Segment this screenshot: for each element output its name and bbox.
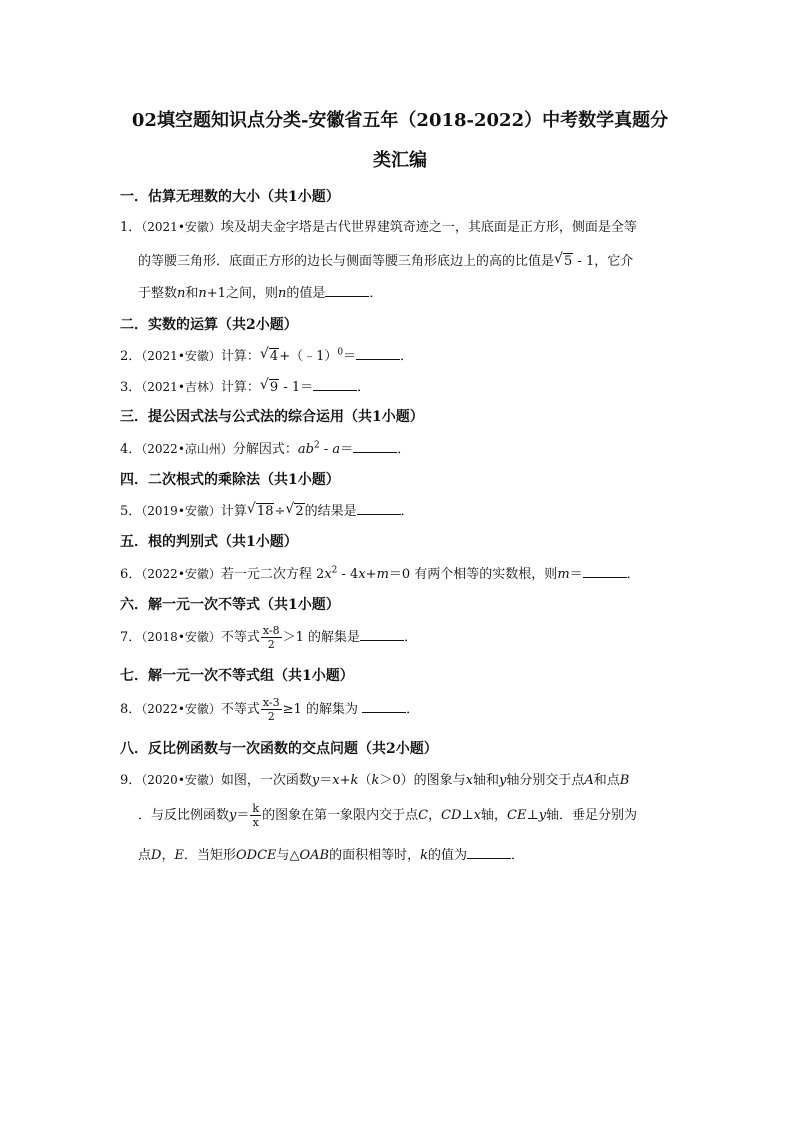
variable: x bbox=[332, 773, 340, 788]
answer-blank[interactable] bbox=[583, 567, 627, 578]
question-text: 的结果是 bbox=[304, 504, 357, 519]
sqrt-expression: √ 18 bbox=[246, 501, 274, 519]
punctuation: ． bbox=[406, 702, 420, 717]
question-text: ．与反比例函数 bbox=[138, 808, 230, 823]
question-text: 的值是 bbox=[286, 286, 326, 301]
question-text: + bbox=[339, 773, 351, 788]
question-1-line-2 bbox=[138, 250, 633, 269]
question-text: ＞1 的解集是 bbox=[282, 630, 361, 645]
question-text: 点 bbox=[138, 848, 152, 863]
variable: y bbox=[311, 773, 320, 788]
section-heading-6: 六．解一元一次不等式（共1小题） bbox=[120, 597, 340, 613]
answer-blank[interactable] bbox=[467, 848, 511, 859]
punctuation: ． bbox=[511, 848, 525, 863]
answer-blank[interactable] bbox=[357, 504, 401, 515]
question-number: 9． bbox=[120, 773, 142, 788]
fraction bbox=[261, 696, 282, 723]
question-text: 和 bbox=[185, 286, 199, 301]
question-text: +1之间，则 bbox=[206, 286, 278, 301]
question-source: （2021•安徽） bbox=[141, 349, 221, 363]
question-text: +（﹣1） bbox=[279, 349, 338, 364]
sqrt-expression: √ 2 bbox=[285, 501, 304, 519]
question-text: ， bbox=[161, 848, 175, 863]
question-text: 与△ bbox=[276, 848, 300, 863]
question-text: ＝ bbox=[236, 808, 250, 823]
page-title-continued: 类汇编 bbox=[373, 150, 427, 171]
punctuation: ． bbox=[404, 630, 418, 645]
point-label: E bbox=[174, 848, 184, 863]
fraction-numerator: x-8 bbox=[262, 624, 280, 637]
punctuation: ． bbox=[400, 349, 414, 364]
question-text: ．当矩形 bbox=[183, 848, 236, 863]
question-text: 轴和 bbox=[472, 773, 499, 788]
fraction bbox=[250, 802, 261, 829]
variable: n bbox=[177, 286, 186, 301]
answer-blank[interactable] bbox=[362, 702, 406, 713]
punctuation: ． bbox=[397, 442, 411, 457]
question-text: 的等腰三角形．底面正方形的边长与侧面等腰三角形底边上的高的比值是 bbox=[138, 254, 555, 269]
question-number: 7． bbox=[120, 630, 142, 645]
question-5 bbox=[120, 500, 414, 519]
question-text: 不等式 bbox=[220, 630, 260, 645]
question-3 bbox=[120, 376, 370, 395]
sqrt-expression: √ 9 bbox=[259, 377, 279, 395]
punctuation: ． bbox=[369, 286, 383, 301]
question-text: 的值为 bbox=[428, 848, 468, 863]
point-label: B bbox=[619, 773, 630, 788]
fraction-numerator: k bbox=[252, 802, 260, 815]
variable: k bbox=[350, 773, 359, 788]
variable: n bbox=[277, 286, 287, 301]
section-heading-7: 七．解一元一次不等式组（共1小题） bbox=[120, 668, 354, 684]
answer-blank[interactable] bbox=[313, 380, 357, 391]
question-4 bbox=[120, 438, 410, 457]
question-text: 的面积相等时， bbox=[329, 848, 421, 863]
question-8 bbox=[120, 696, 419, 723]
question-text: - 1，它介 bbox=[573, 254, 634, 269]
question-text: ＝ bbox=[569, 567, 583, 582]
question-text: ＝ bbox=[319, 773, 333, 788]
point-label: A bbox=[584, 773, 594, 788]
variable: ab bbox=[297, 442, 314, 457]
question-text: ⊥ bbox=[461, 808, 474, 823]
shape-label: OAB bbox=[299, 848, 330, 863]
variable: k bbox=[420, 848, 429, 863]
fraction-denominator: 2 bbox=[267, 638, 275, 651]
answer-blank[interactable] bbox=[360, 630, 404, 641]
punctuation: ． bbox=[626, 567, 640, 582]
question-text: - bbox=[319, 442, 333, 457]
variable: m bbox=[376, 567, 389, 582]
question-number: 1． bbox=[120, 220, 142, 235]
question-text: 和点 bbox=[593, 773, 620, 788]
point-label: C bbox=[418, 808, 429, 823]
exponent: 0 bbox=[337, 347, 344, 358]
question-6 bbox=[120, 563, 640, 582]
question-text: 如图，一次函数 bbox=[220, 773, 312, 788]
question-text: ＝0 有两个相等的实数根，则 bbox=[388, 567, 558, 582]
question-text: ＝ bbox=[340, 442, 354, 457]
fraction bbox=[261, 624, 282, 651]
page-title: 02填空题知识点分类-安徽省五年（2018-2022）中考数学真题分 bbox=[131, 110, 669, 131]
question-text: 若一元二次方程 2 bbox=[220, 567, 325, 582]
question-source: （2022•安徽） bbox=[141, 702, 221, 716]
variable: y bbox=[538, 808, 547, 823]
question-text: 计算： bbox=[220, 349, 260, 364]
question-source: （2019•安徽） bbox=[141, 504, 221, 518]
question-text: 于整数 bbox=[138, 286, 178, 301]
fraction-numerator: x-3 bbox=[262, 696, 280, 709]
question-text: 不等式 bbox=[220, 702, 260, 717]
fraction-denominator: x bbox=[252, 816, 259, 829]
question-text: ＞0）的图象与 bbox=[379, 773, 466, 788]
sqrt-radicand: 5 bbox=[564, 254, 573, 269]
question-source: （2022•凉山州） bbox=[141, 442, 233, 456]
question-text: 的图象在第一象限内交于点 bbox=[262, 808, 419, 823]
variable: n bbox=[198, 286, 207, 301]
answer-blank[interactable] bbox=[325, 286, 369, 297]
sqrt-radicand: 2 bbox=[295, 504, 304, 519]
question-text: ， bbox=[428, 808, 442, 823]
section-heading-3: 三．提公因式法与公式法的综合运用（共1小题） bbox=[120, 409, 424, 425]
operator: ÷ bbox=[274, 504, 286, 519]
question-number: 2． bbox=[120, 349, 142, 364]
question-1-line-1 bbox=[120, 216, 637, 235]
question-text: （ bbox=[358, 773, 372, 788]
question-source: （2020•安徽） bbox=[141, 773, 221, 787]
answer-blank[interactable] bbox=[353, 442, 397, 453]
question-source: （2022•安徽） bbox=[141, 567, 221, 581]
section-heading-8: 八．反比例函数与一次函数的交点问题（共2小题） bbox=[120, 741, 438, 757]
exponent: 2 bbox=[331, 565, 338, 576]
question-text: ≥1 的解集为 bbox=[282, 702, 363, 717]
variable: y bbox=[498, 773, 507, 788]
segment-label: CD bbox=[441, 808, 462, 823]
variable: k bbox=[371, 773, 380, 788]
variable: x bbox=[324, 567, 332, 582]
section-heading-5: 五．根的判别式（共1小题） bbox=[120, 534, 298, 550]
variable: a bbox=[332, 442, 341, 457]
question-number: 3． bbox=[120, 380, 142, 395]
question-text: 轴分别交于点 bbox=[506, 773, 585, 788]
question-source: （2021•安徽） bbox=[141, 220, 221, 234]
question-source: （2021•吉林） bbox=[141, 380, 221, 394]
punctuation: ． bbox=[400, 504, 414, 519]
question-1-line-3 bbox=[138, 282, 382, 301]
question-text: 计算： bbox=[220, 380, 260, 395]
variable: x bbox=[473, 808, 481, 823]
exponent: 2 bbox=[314, 440, 320, 451]
sqrt-expression: √ 4 bbox=[259, 346, 279, 364]
question-text: 轴．垂足分别为 bbox=[546, 808, 638, 823]
segment-label: CE bbox=[507, 808, 527, 823]
question-9-line-3 bbox=[138, 844, 524, 863]
variable: x bbox=[465, 773, 473, 788]
answer-blank[interactable] bbox=[356, 349, 400, 360]
question-number: 8． bbox=[120, 702, 142, 717]
question-text: 分解因式： bbox=[232, 442, 298, 457]
shape-label: ODCE bbox=[235, 848, 277, 863]
question-text: - 1＝ bbox=[279, 380, 314, 395]
question-text: 埃及胡夫金字塔是古代世界建筑奇迹之一，其底面是正方形，侧面是全等 bbox=[220, 220, 637, 235]
question-number: 6． bbox=[120, 567, 142, 582]
variable: y bbox=[229, 808, 237, 823]
question-text: + bbox=[365, 567, 377, 582]
section-heading-1: 一．估算无理数的大小（共1小题） bbox=[120, 189, 340, 205]
question-7 bbox=[120, 624, 417, 651]
question-9-line-2 bbox=[138, 802, 637, 829]
question-text: 计算 bbox=[220, 504, 247, 519]
variable: x bbox=[358, 567, 366, 582]
section-heading-4: 四．二次根式的乘除法（共1小题） bbox=[120, 472, 340, 488]
question-text: ＝ bbox=[343, 349, 357, 364]
question-text: ⊥ bbox=[526, 808, 539, 823]
sqrt-radicand: 4 bbox=[269, 349, 279, 364]
variable: m bbox=[557, 567, 570, 582]
question-2 bbox=[120, 345, 413, 364]
punctuation: ． bbox=[357, 380, 371, 395]
sqrt-radicand: 9 bbox=[269, 380, 279, 395]
question-9-line-1 bbox=[120, 769, 629, 788]
point-label: D bbox=[151, 848, 162, 863]
section-heading-2: 二．实数的运算（共2小题） bbox=[120, 317, 298, 333]
question-text: - 4 bbox=[337, 567, 359, 582]
question-number: 5． bbox=[120, 504, 142, 519]
sqrt-expression: √ 5 bbox=[554, 251, 573, 269]
sqrt-radicand: 18 bbox=[256, 504, 274, 519]
question-source: （2018•安徽） bbox=[141, 630, 221, 644]
question-text: 轴， bbox=[481, 808, 508, 823]
question-number: 4． bbox=[120, 442, 142, 457]
fraction-denominator: 2 bbox=[267, 710, 275, 723]
